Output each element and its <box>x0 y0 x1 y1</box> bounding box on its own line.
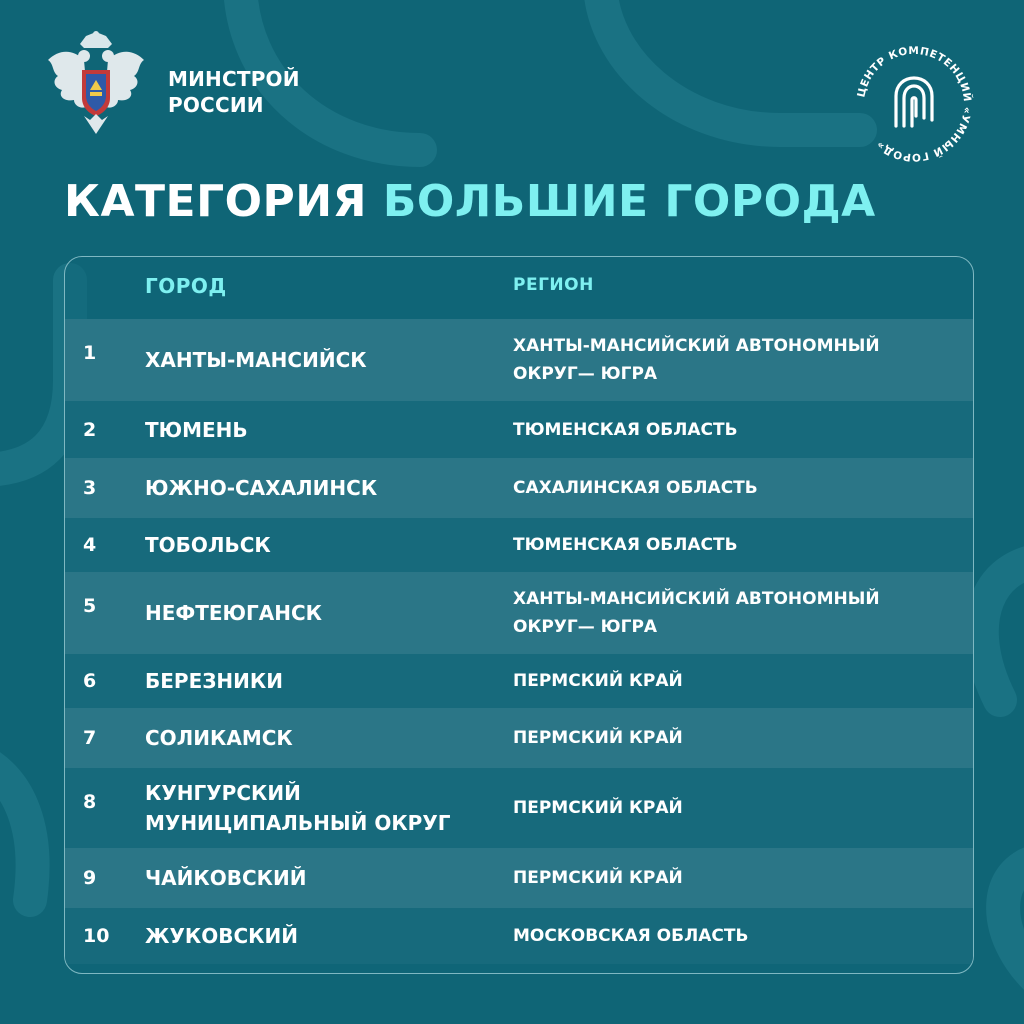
region-line: ТЮМЕНСКАЯ ОБЛАСТЬ <box>513 535 738 555</box>
table-row <box>65 768 973 848</box>
row-region <box>513 332 880 388</box>
smart-city-center-logo <box>850 40 978 168</box>
header-region: РЕГИОН <box>513 275 594 295</box>
table-body <box>65 319 973 964</box>
region-line: ХАНТЫ-МАНСИЙСКИЙ АВТОНОМНЫЙ <box>513 336 880 356</box>
row-region <box>513 794 683 822</box>
region-line: МОСКОВСКАЯ ОБЛАСТЬ <box>513 926 749 946</box>
row-region <box>513 585 880 641</box>
brand-line-1: МИНСТРОЙ <box>168 67 300 91</box>
city-line: НЕФТЕЮГАНСК <box>145 601 323 625</box>
region-line: ОКРУГ— ЮГРА <box>513 617 658 637</box>
city-line: ХАНТЫ-МАНСИЙСК <box>145 348 367 372</box>
region-line: ХАНТЫ-МАНСИЙСКИЙ АВТОНОМНЫЙ <box>513 589 880 609</box>
row-region <box>513 864 683 892</box>
row-number: 6 <box>83 670 97 692</box>
row-city <box>145 473 377 503</box>
region-line: ПЕРМСКИЙ КРАЙ <box>513 728 683 748</box>
row-region <box>513 531 738 559</box>
row-number: 4 <box>83 534 97 556</box>
header-city: ГОРОД <box>145 274 227 298</box>
row-number: 8 <box>83 791 97 813</box>
row-city <box>145 598 322 628</box>
row-city <box>145 921 298 951</box>
table-row <box>65 848 973 908</box>
row-region <box>513 667 683 695</box>
row-number: 1 <box>83 342 97 364</box>
badge-ring-text: ЦЕНТР КОМПЕТЕНЦИЙ «УМНЫЙ ГОРОД» <box>855 44 974 164</box>
row-region <box>513 922 748 950</box>
region-line: ОКРУГ— ЮГРА <box>513 364 658 384</box>
region-line: САХАЛИНСКАЯ ОБЛАСТЬ <box>513 478 758 498</box>
region-line: ПЕРМСКИЙ КРАЙ <box>513 671 683 691</box>
ministry-brand <box>168 66 300 118</box>
row-city <box>145 778 451 838</box>
city-line: ТЮМЕНЬ <box>145 417 248 442</box>
table-row <box>65 572 973 654</box>
title-prefix: КАТЕГОРИЯ <box>64 176 367 227</box>
city-line: БЕРЕЗНИКИ <box>145 669 283 693</box>
table-row <box>65 458 973 518</box>
city-line: ЧАЙКОВСКИЙ <box>145 866 307 890</box>
row-city <box>145 666 283 696</box>
row-region <box>513 724 683 752</box>
city-line: ЖУКОВСКИЙ <box>145 924 298 948</box>
city-line: МУНИЦИПАЛЬНЫЙ ОКРУГ <box>145 811 451 835</box>
page-title <box>64 172 876 232</box>
double-headed-eagle-emblem-icon <box>44 30 148 140</box>
row-city <box>145 863 306 893</box>
cities-table <box>64 256 974 974</box>
table-row <box>65 908 973 964</box>
row-city <box>145 723 293 753</box>
row-region <box>513 474 758 502</box>
row-number: 2 <box>83 418 97 441</box>
row-number: 5 <box>83 595 97 617</box>
row-number: 10 <box>83 925 110 947</box>
city-line: СОЛИКАМСК <box>145 726 293 750</box>
table-header <box>65 257 973 319</box>
row-city <box>145 415 248 445</box>
row-region <box>513 416 738 444</box>
row-number: 9 <box>83 867 97 889</box>
table-row <box>65 319 973 401</box>
fingerprint-arch-icon <box>896 78 932 126</box>
city-line: ТОБОЛЬСК <box>145 533 271 557</box>
city-line: КУНГУРСКИЙ <box>145 781 301 805</box>
region-line: ПЕРМСКИЙ КРАЙ <box>513 798 683 818</box>
table-row <box>65 708 973 768</box>
table-row <box>65 518 973 572</box>
brand-line-2: РОССИИ <box>168 93 264 117</box>
region-line: ТЮМЕНСКАЯ ОБЛАСТЬ <box>513 419 738 440</box>
row-city <box>145 530 271 560</box>
table-row <box>65 401 973 458</box>
row-city <box>145 345 367 375</box>
city-line: ЮЖНО-САХАЛИНСК <box>145 476 378 500</box>
title-highlight: БОЛЬШИЕ ГОРОДА <box>382 176 876 227</box>
row-number: 3 <box>83 477 97 499</box>
row-number: 7 <box>83 727 97 749</box>
table-row <box>65 654 973 708</box>
region-line: ПЕРМСКИЙ КРАЙ <box>513 868 683 888</box>
